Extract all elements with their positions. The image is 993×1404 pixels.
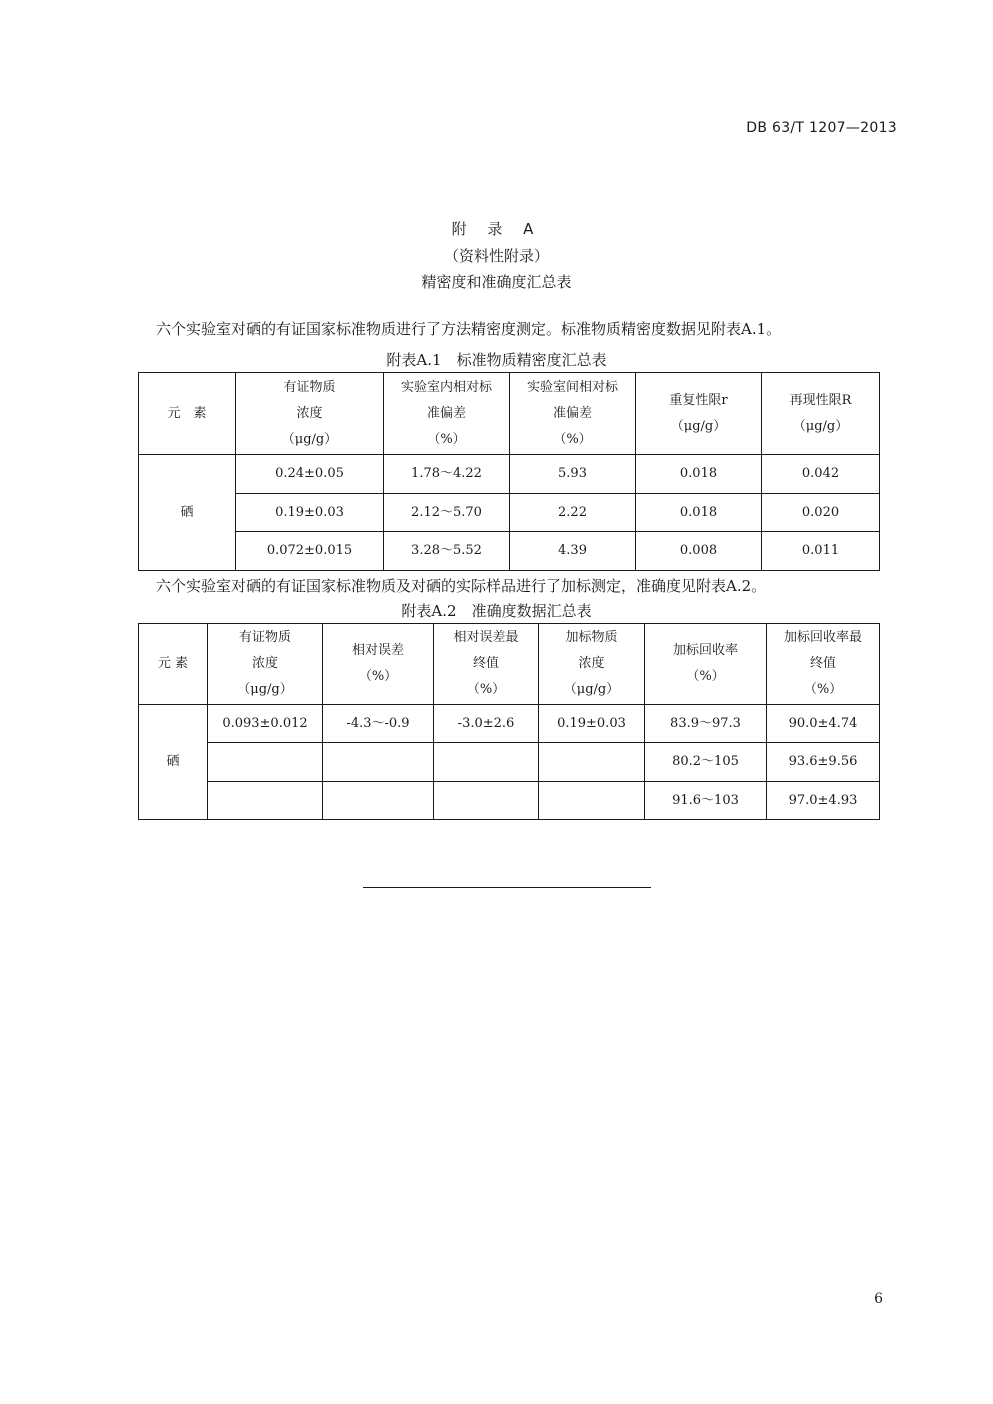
appendix-subject: 精密度和准确度汇总表 <box>421 273 572 291</box>
table-row <box>139 532 880 571</box>
table-cell: 0.19±0.03 <box>539 705 645 743</box>
precision-table <box>138 372 880 571</box>
table-cell: 2.22 <box>510 494 636 532</box>
document-code: DB 63/T 1207—2013 <box>746 120 897 136</box>
table-cell <box>323 743 434 782</box>
cell-element: 硒 <box>139 455 236 571</box>
table1-caption: 附表A.1 标准物质精密度汇总表 <box>386 351 607 369</box>
table-cell: 2.12～5.70 <box>384 494 510 532</box>
paragraph-accuracy: 六个实验室对硒的有证国家标准物质及对硒的实际样品进行了加标测定，准确度见附表A.2。 <box>156 577 767 595</box>
header-rsd-between: 实验室间相对标 准偏差 （%） <box>510 373 636 455</box>
table-cell <box>539 782 645 820</box>
table-row <box>139 455 880 494</box>
header-element: 元 素 <box>139 624 208 705</box>
table-cell: 90.0±4.74 <box>767 705 880 743</box>
table-cell: 0.020 <box>762 494 880 532</box>
header-reproducibility: 再现性限R （μg/g） <box>762 373 880 455</box>
table-cell <box>208 743 323 782</box>
header-recovery: 加标回收率 （%） <box>645 624 767 705</box>
table-row <box>139 743 880 782</box>
header-repeatability: 重复性限r （μg/g） <box>636 373 762 455</box>
table-cell: -3.0±2.6 <box>434 705 539 743</box>
table-cell <box>539 743 645 782</box>
table-cell: -4.3～-0.9 <box>323 705 434 743</box>
table-cell: 0.042 <box>762 455 880 494</box>
appendix-title: 附 录 A <box>451 220 542 238</box>
header-relative-error: 相对误差 （%） <box>323 624 434 705</box>
table-cell: 83.9～97.3 <box>645 705 767 743</box>
table-cell <box>208 782 323 820</box>
table-cell: 0.008 <box>636 532 762 571</box>
table-row <box>139 494 880 532</box>
table-cell: 0.018 <box>636 494 762 532</box>
page-number: 6 <box>874 1291 883 1307</box>
table-cell: 4.39 <box>510 532 636 571</box>
table-cell: 5.93 <box>510 455 636 494</box>
accuracy-table <box>138 623 880 820</box>
appendix-type: （资料性附录） <box>443 247 549 265</box>
table-header-row <box>139 373 880 455</box>
table-row <box>139 705 880 743</box>
cell-element: 硒 <box>139 705 208 820</box>
header-spike-concentration: 加标物质 浓度 （μg/g） <box>539 624 645 705</box>
table-cell: 91.6～103 <box>645 782 767 820</box>
table-cell: 97.0±4.93 <box>767 782 880 820</box>
end-rule <box>363 887 651 888</box>
table-cell: 0.072±0.015 <box>236 532 384 571</box>
table-cell: 0.19±0.03 <box>236 494 384 532</box>
header-rsd-within: 实验室内相对标 准偏差 （%） <box>384 373 510 455</box>
header-recovery-final: 加标回收率最 终值 （%） <box>767 624 880 705</box>
header-concentration: 有证物质 浓度 （μg/g） <box>236 373 384 455</box>
table-cell: 80.2～105 <box>645 743 767 782</box>
table-cell <box>434 743 539 782</box>
table-cell: 93.6±9.56 <box>767 743 880 782</box>
header-concentration: 有证物质 浓度 （μg/g） <box>208 624 323 705</box>
header-element: 元 素 <box>139 373 236 455</box>
header-relative-error-final: 相对误差最 终值 （%） <box>434 624 539 705</box>
table-cell: 3.28～5.52 <box>384 532 510 571</box>
table-cell: 1.78～4.22 <box>384 455 510 494</box>
table-cell: 0.093±0.012 <box>208 705 323 743</box>
table-cell <box>323 782 434 820</box>
table-cell: 0.018 <box>636 455 762 494</box>
paragraph-precision: 六个实验室对硒的有证国家标准物质进行了方法精密度测定。标准物质精密度数据见附表A.1。 <box>156 320 782 338</box>
table2-caption: 附表A.2 准确度数据汇总表 <box>401 602 592 620</box>
table-cell <box>434 782 539 820</box>
table-cell: 0.011 <box>762 532 880 571</box>
table-header-row <box>139 624 880 705</box>
table-cell: 0.24±0.05 <box>236 455 384 494</box>
table-row <box>139 782 880 820</box>
